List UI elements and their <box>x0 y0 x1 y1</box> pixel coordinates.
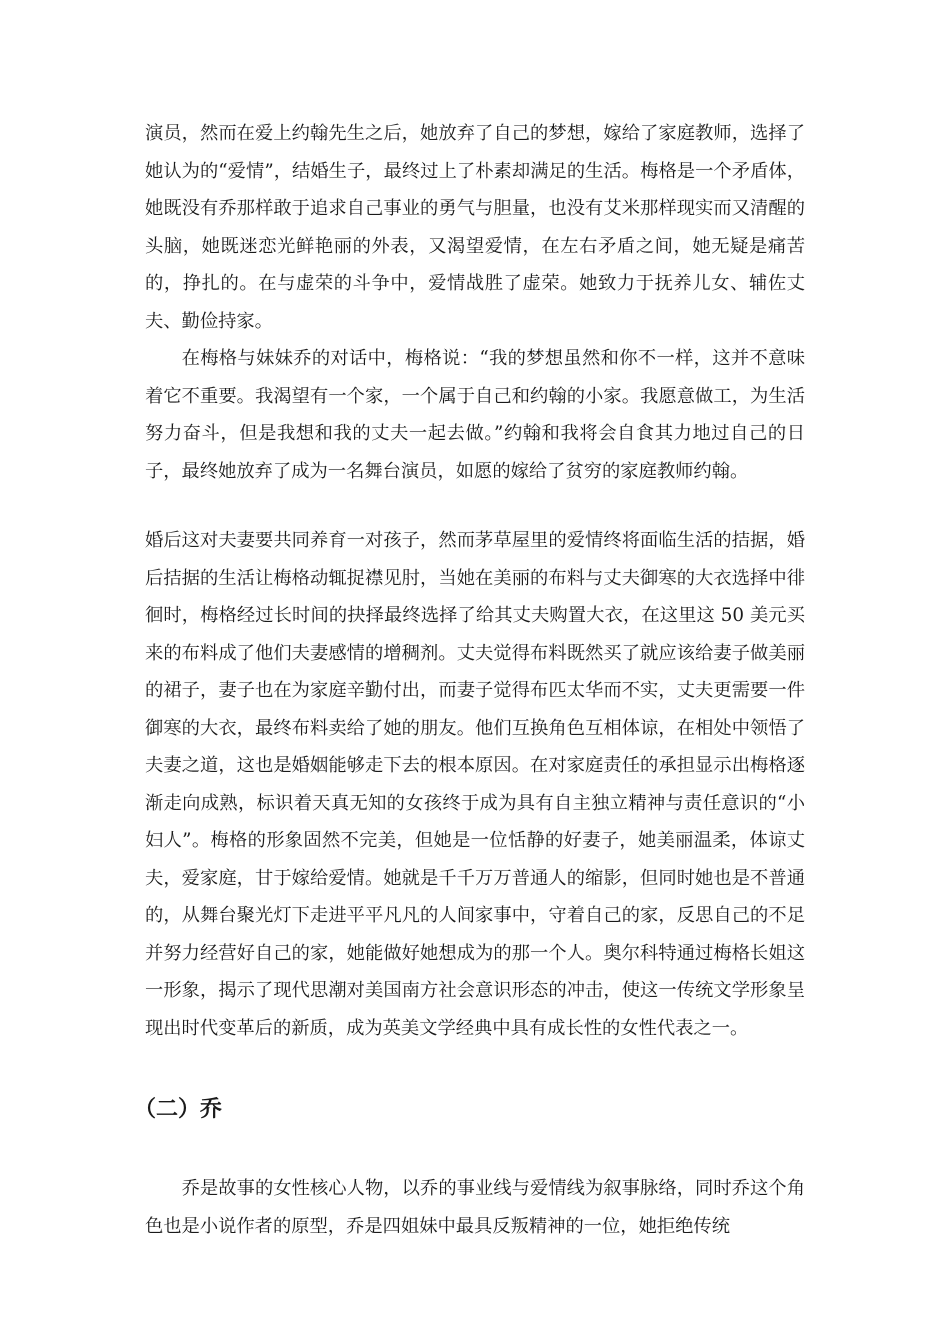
paragraph-meg-summary: 演员，然而在爱上约翰先生之后，她放弃了自己的梦想，嫁给了家庭教师，选择了她认为的“爱情”，结婚生子，最终过上了朴素却满足的生活。梅格是一个矛盾体，她既没有乔那样敢于追求自己事业的勇气与胆量，也没有艾米那样现实而又清醒的头脑，她既迷恋光鲜艳丽的外表，又渴望爱情，在左右矛盾之间，她无疑是痛苦的，挣扎的。在与虚荣的斗争中，爱情战胜了虚荣。她致力于抚养儿女、辅佐丈夫、勤俭持家。 <box>145 123 805 332</box>
paragraph-jo-intro: 乔是故事的女性核心人物，以乔的事业线与爱情线为叙事脉络，同时乔这个角色也是小说作者的原型，乔是四姐妹中最具反叛精神的一位，她拒绝传统 <box>145 1178 805 1237</box>
paragraph-meg-dialogue: 在梅格与妹妹乔的对话中，梅格说：“我的梦想虽然和你不一样，这并不意味着它不重要。我渴望有一个家，一个属于自己和约翰的小家。我愿意做工，为生活努力奋斗，但是我想和我的丈夫一起去做。”约翰和我将会自食其力地过自己的日子，最终她放弃了成为一名舞台演员，如愿的嫁给了贫穷的家庭教师约翰。 <box>145 348 805 482</box>
section-heading-jo: （二）乔 <box>134 1097 223 1122</box>
paragraph-meg-marriage: 婚后这对夫妻要共同养育一对孩子，然而茅草屋里的爱情终将面临生活的拮据，婚后拮据的生活让梅格动辄捉襟见肘，当她在美丽的布料与丈夫御寒的大衣选择中徘徊时，梅格经过长时间的抉择最终选择了给其丈夫购置大衣，在这里这 50 美元买来的布料成了他们夫妻感情的增稠剂。丈夫觉得布料既然买了就应该给妻子做美丽的裙子，妻子也在为家庭辛勤付出，而妻子觉得布匹太华而不实，丈夫更需要一件御寒的大衣，最终布料卖给了她的朋友。他们互换角色互相体谅，在相处中领悟了夫妻之道，这也是婚姻能够走下去的根本原因。在对家庭责任的承担显示出梅格逐渐走向成熟，标识着天真无知的女孩终于成为具有自主独立精神与责任意识的“小妇人”。梅格的形象固然不完美，但她是一位恬静的好妻子，她美丽温柔，体谅丈夫，爱家庭，甘于嫁给爱情。她就是千千万万普通人的缩影，但同时她也是不普通的，从舞台聚光灯下走进平平凡凡的人间家事中，守着自己的家，反思自己的不足并努力经营好自己的家，她能做好她想成为的那一个人。奥尔科特通过梅格长姐这一形象，揭示了现代思潮对美国南方社会意识形态的冲击，使这一传统文学形象呈现出时代变革后的新质，成为英美文学经典中具有成长性的女性代表之一。 <box>145 530 805 1039</box>
